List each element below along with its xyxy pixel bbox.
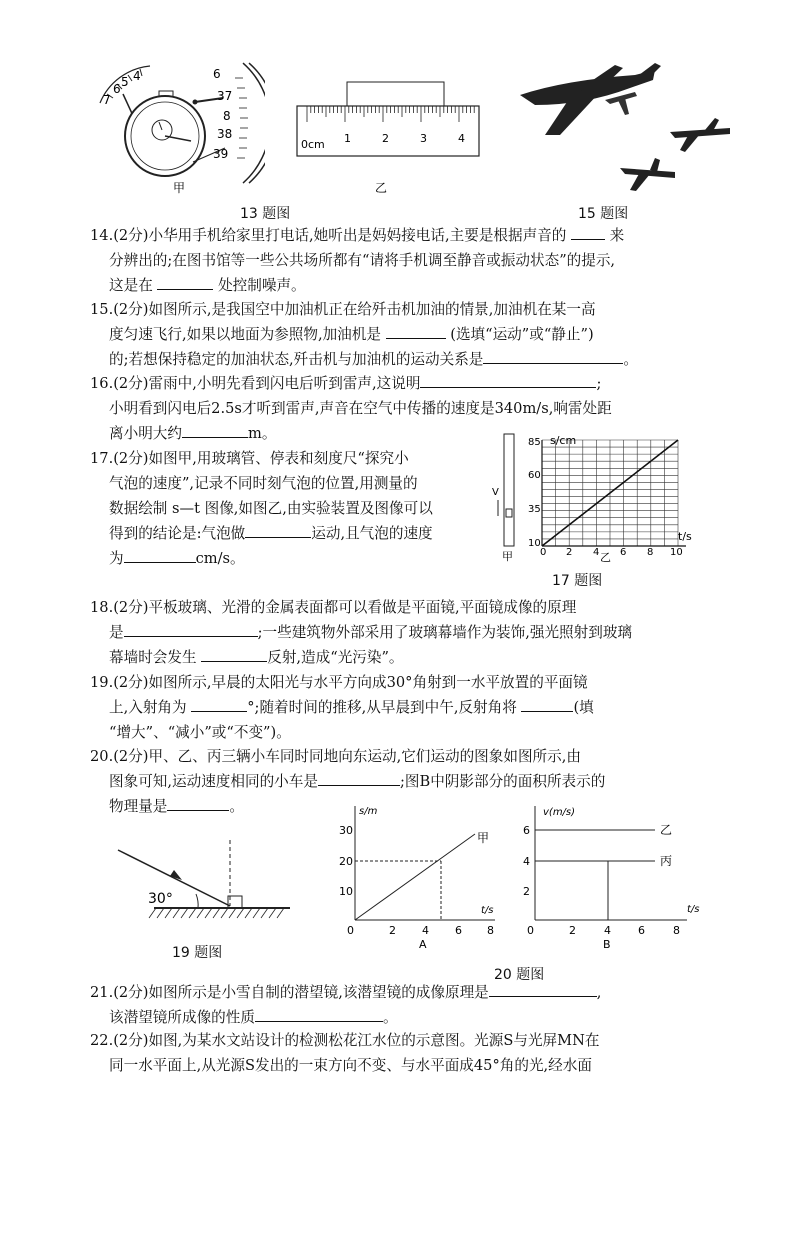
fig19-hatch [197, 908, 204, 918]
q14-line1: 14.(2分)小华用手机给家里打电话,她听出是妈妈接电话,主要是根据声音的 [90, 227, 567, 244]
fig13-jia-label: 甲 [173, 181, 186, 195]
q22-line1: 22.(2分)如图,为某水文站设计的检测松花江水位的示意图。光源S与光屏MN在 [90, 1032, 600, 1049]
fig20b-x-label: t/s [687, 904, 700, 915]
fig17-ytick-10: 10 [528, 538, 541, 549]
fig20b-ytick-4: 4 [523, 855, 530, 868]
ruler-label-2: 2 [382, 132, 389, 145]
fig20b-ytick-2: 2 [523, 885, 530, 898]
q20-line1: 20.(2分)甲、乙、丙三辆小车同时同地向东运动,它们运动的图象如图所示,由 [90, 748, 581, 765]
fig19-diagram [112, 830, 297, 925]
fig19-hatch [181, 908, 188, 918]
q14-line3-a: 这是在 [109, 277, 153, 294]
fig20a-y-label: s/m [359, 806, 378, 817]
q21-line1-b: , [596, 984, 602, 1001]
stopwatch-figure [95, 58, 265, 196]
q16-line1-b: ; [596, 375, 602, 392]
fig13-caption: 13 题图 [240, 206, 291, 222]
q19-line2-a: 上,入射角为 [109, 699, 187, 716]
fig20a-line-jia [355, 834, 475, 920]
dial-right-38: 38 [217, 127, 233, 141]
fig20a-ytick-20: 20 [339, 855, 353, 868]
q15-line3-a: 的;若想保持稳定的加油状态,歼击机与加油机的运动关系是 [109, 351, 484, 368]
q22-line2: 同一水平面上,从光源S发出的一束方向不变、与水平面成45°角的光,经水面 [109, 1057, 592, 1074]
fig17-ytick-85: 85 [528, 437, 541, 448]
fig20b-xtick-8: 8 [673, 924, 680, 937]
dial-num-7: 7 [103, 93, 111, 107]
fig17-ytick-60: 60 [528, 470, 541, 481]
fig20a-ytick-30: 30 [339, 824, 353, 837]
planes-figure [505, 60, 735, 195]
q21-line2-a: 该潜望镜所成像的性质 [109, 1009, 255, 1026]
dial-right-39: 39 [213, 147, 229, 161]
fig19-hatch [237, 908, 244, 918]
fig19-caption: 19 题图 [172, 945, 223, 961]
fig17-graph [490, 432, 705, 562]
question-18 [90, 595, 716, 670]
q16-line2: 小明看到闪电后2.5s才听到雷声,声音在空气中传播的速度是340m/s,响雷处距 [109, 400, 612, 417]
fig17-xtick-4: 4 [593, 547, 600, 558]
fig20b-yi-label: 乙 [660, 823, 673, 837]
dial-right-6: 6 [213, 67, 221, 81]
fig19-hatch [189, 908, 196, 918]
tanker-plane-icon [520, 63, 661, 135]
q20-line2-b: ;图B中阴影部分的面积所表示的 [399, 773, 606, 790]
q20-line3-a: 物理量是 [109, 798, 168, 815]
question-15 [90, 297, 716, 372]
ruler-label-3: 3 [420, 132, 427, 145]
q18-line3-a: 幕墙时会发生 [109, 649, 197, 666]
q17-line3: 数据绘制 s—t 图像,如图乙,由实验装置及图像可以 [109, 500, 433, 517]
fig17-xtick-2: 2 [566, 547, 573, 558]
fighter-jet-icon-3 [620, 158, 675, 191]
q16-line3-a: 离小明大约 [109, 425, 182, 442]
question-17 [90, 446, 490, 571]
fig19-hatch [229, 908, 236, 918]
q19-blank-1[interactable] [191, 697, 247, 712]
dial-num-6: 6 [113, 82, 121, 96]
q17-line2: 气泡的速度”,记录不同时刻气泡的位置,用测量的 [109, 475, 418, 492]
ruler-label-0: 0cm [301, 138, 325, 151]
fig20a-x-label: t/s [481, 905, 494, 916]
fig19-hatch [253, 908, 260, 918]
dial-num-5: 5 [121, 75, 129, 89]
question-14 [90, 223, 716, 298]
fig19-hatch [245, 908, 252, 918]
fig20b-y-label: v(m/s) [543, 807, 576, 818]
q19-line1: 19.(2分)如图所示,早晨的太阳光与水平方向成30°角射到一水平放置的平面镜 [90, 674, 588, 691]
fig19-hatch [173, 908, 180, 918]
q17-line1: 17.(2分)如图甲,用玻璃管、停表和刻度尺“探究小 [90, 450, 409, 467]
fig17-caption: 17 题图 [552, 573, 603, 589]
question-19 [90, 670, 716, 745]
q21-blank-1[interactable] [489, 982, 597, 997]
fig19-hatch [277, 908, 284, 918]
q20-blank-1[interactable] [318, 771, 400, 786]
q19-line2-c: (填 [573, 699, 594, 716]
q15-line1: 15.(2分)如图所示,是我国空中加油机正在给歼击机加油的情景,加油机在某一高 [90, 301, 596, 318]
dial-right-8: 8 [223, 109, 231, 123]
fig20b-xtick-2: 2 [569, 924, 576, 937]
q15-line2-a: 度匀速飞行,如果以地面为参照物,加油机是 [109, 326, 381, 343]
q20-line3-b: 。 [229, 798, 244, 815]
fig20b-label: B [603, 938, 611, 950]
q14-line3-b: 处控制噪声。 [218, 277, 306, 294]
fig17-v-label: V [492, 487, 499, 498]
q18-line1: 18.(2分)平板玻璃、光滑的金属表面都可以看做是平面镜,平面镜成像的原理 [90, 599, 577, 616]
ruler-figure [295, 80, 485, 198]
fig20a-xtick-8: 8 [487, 924, 494, 937]
fig19-hatch [269, 908, 276, 918]
fighter-jet-icon-2 [670, 118, 730, 152]
fig20-caption: 20 题图 [494, 967, 545, 983]
fig17-yi: 乙 [600, 551, 611, 562]
q18-blank-2[interactable] [201, 647, 267, 662]
q17-blank-1[interactable] [245, 523, 311, 538]
fig19-hatch [157, 908, 164, 918]
q15-line3-b: 。 [623, 351, 639, 368]
q18-blank-1[interactable] [124, 622, 258, 637]
q17-line5-a: 为 [109, 550, 124, 567]
fig20-graph-a [335, 800, 505, 950]
q16-blank-1[interactable] [420, 373, 596, 388]
fig20b-xtick-6: 6 [638, 924, 645, 937]
fig17-ytick-35: 35 [528, 504, 541, 515]
q15-blank-2[interactable] [483, 349, 623, 364]
fig19-hatch [213, 908, 220, 918]
q20-line2-a: 图象可知,运动速度相同的小车是 [109, 773, 318, 790]
q21-line1-a: 21.(2分)如图所示是小雪自制的潜望镜,该潜望镜的成像原理是 [90, 984, 489, 1001]
q14-line2: 分辨出的;在图书馆等一些公共场所都有“请将手机调至静音或振动状态”的提示, [109, 252, 616, 269]
fighter-jet-icon [605, 92, 637, 115]
fig20a-xtick-0: 0 [347, 924, 354, 937]
fig20b-xtick-0: 0 [527, 924, 534, 937]
q21-line2-b: 。 [382, 1009, 398, 1026]
fig19-hatch [149, 908, 156, 918]
fig15-caption: 15 题图 [578, 206, 629, 222]
fig20a-ytick-10: 10 [339, 885, 353, 898]
fig20a-label: A [419, 938, 427, 950]
fig20a-xtick-6: 6 [455, 924, 462, 937]
fig17-jia: 甲 [502, 550, 513, 562]
fig20-graph-b [515, 800, 705, 950]
fig20a-xtick-2: 2 [389, 924, 396, 937]
fig20b-bing-label: 丙 [660, 854, 673, 868]
q20-blank-2[interactable] [167, 796, 229, 811]
fig20a-xtick-4: 4 [422, 924, 429, 937]
q16-blank-2[interactable] [182, 423, 248, 438]
fig19-hatch [205, 908, 212, 918]
q16-line1-a: 16.(2分)雷雨中,小明先看到闪电后听到雷声,这说明 [90, 375, 421, 392]
dial-right-37: 37 [217, 89, 233, 103]
dial-num-4: 4 [133, 69, 141, 83]
q15-blank-1[interactable] [386, 324, 446, 339]
q16-line3-b: m。 [247, 425, 277, 442]
q18-line2-b: ;一些建筑物外部采用了玻璃幕墙作为装饰,强光照射到玻璃 [257, 624, 633, 641]
fig20b-shaded-area [535, 861, 608, 920]
fig17-xtick-8: 8 [647, 547, 654, 558]
q14-blank-2[interactable] [157, 275, 213, 290]
fig20b-ytick-6: 6 [523, 824, 530, 837]
q19-line2-b: °;随着时间的推移,从早晨到中午,反射角将 [247, 699, 517, 716]
fig20b-xtick-4: 4 [604, 924, 611, 937]
fig17-xtick-6: 6 [620, 547, 627, 558]
q18-line3-b: 反射,造成“光污染”。 [267, 649, 404, 666]
q15-line2-b: (选填“运动”或“静止”) [450, 326, 594, 343]
q19-line3: “增大”、“减小”或“不变”)。 [109, 724, 291, 741]
fig13-yi-label: 乙 [375, 181, 388, 195]
q18-line2-a: 是 [109, 624, 124, 641]
question-22 [90, 1028, 716, 1078]
q14-line1-end: 来 [609, 227, 625, 244]
q21-blank-2[interactable] [255, 1007, 383, 1022]
q17-blank-2[interactable] [124, 548, 196, 563]
fig17-y-label: s/cm [550, 434, 577, 447]
fig17-xtick-0: 0 [540, 547, 547, 558]
fig19-hatch [261, 908, 268, 918]
ruler-label-1: 1 [344, 132, 351, 145]
question-21 [90, 980, 716, 1030]
fig19-hatch [221, 908, 228, 918]
fig20a-jia-label: 甲 [477, 831, 490, 845]
fig17-xtick-10: 10 [670, 547, 683, 558]
q17-line4-a: 得到的结论是:气泡做 [109, 525, 246, 542]
ruler-label-4: 4 [458, 132, 465, 145]
fig19-angle-label: 30° [148, 891, 173, 907]
q17-line5-b: cm/s。 [195, 550, 245, 567]
q14-blank-1[interactable] [571, 225, 605, 240]
q17-line4-b: 运动,且气泡的速度 [311, 525, 433, 542]
fig19-hatch [165, 908, 172, 918]
fig17-x-label: t/s [678, 530, 692, 543]
q19-blank-2[interactable] [521, 697, 573, 712]
